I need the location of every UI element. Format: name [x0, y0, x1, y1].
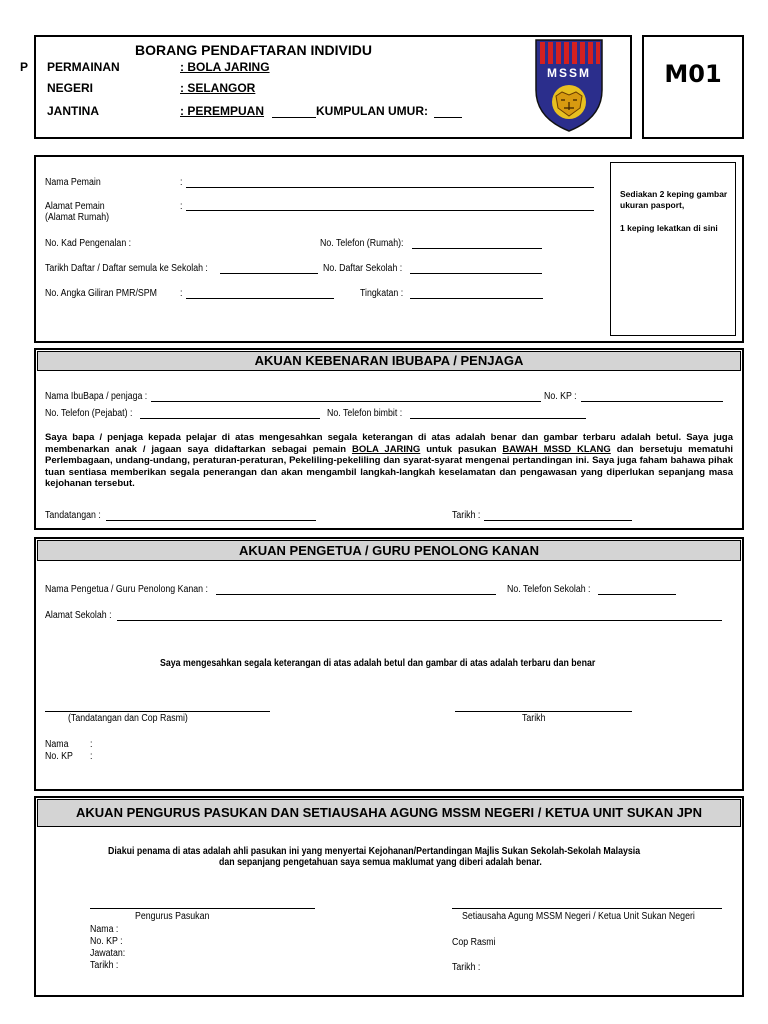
permainan-value: : BOLA JARING — [180, 60, 270, 74]
principal-nokp-row: No. KP — [45, 751, 73, 762]
principal-section-title: AKUAN PENGETUA / GURU PENOLONG KANAN — [37, 540, 741, 561]
manager-nama-row: Nama : — [90, 924, 119, 935]
declaration-squad: BAWAH MSSD KLANG — [502, 443, 611, 455]
principal-sign-line[interactable] — [45, 711, 270, 712]
telefon-bimbit-field[interactable] — [410, 418, 586, 419]
photo-note-2: 1 keping lekatkan di sini — [620, 223, 718, 233]
form-code: M01 — [664, 60, 722, 88]
negeri-value: : SELANGOR — [180, 81, 256, 95]
alamat-sekolah-field[interactable] — [117, 620, 722, 621]
manager-section-title: AKUAN PENGURUS PASUKAN DAN SETIAUSAHA AGUNG MSSM NEGERI / KETUA UNIT SUKAN JPN — [37, 799, 741, 827]
jantina-value: : PEREMPUAN — [180, 104, 265, 118]
principal-nama-row: Nama — [45, 739, 69, 750]
tandatangan-field[interactable] — [106, 520, 316, 521]
page-marker: P — [20, 60, 29, 74]
kumpulan-umur-line — [434, 117, 462, 118]
kumpulan-umur-label: KUMPULAN UMUR: — [316, 104, 428, 118]
parent-nokp-field[interactable] — [581, 401, 723, 402]
jantina-underline — [272, 117, 316, 118]
kad-pengenalan-label: No. Kad Pengenalan : — [45, 238, 132, 249]
nama-pemain-field[interactable] — [186, 187, 594, 188]
principal-sign-label: (Tandatangan dan Cop Rasmi) — [68, 713, 188, 724]
pengurus-label: Pengurus Pasukan — [135, 911, 210, 922]
alamat-pemain-colon: : — [180, 201, 183, 212]
parent-tarikh-field[interactable] — [484, 520, 632, 521]
nama-pemain-label: Nama Pemain — [45, 177, 101, 188]
nama-ibubapa-label: Nama IbuBapa / penjaga : — [45, 391, 148, 402]
nama-pemain-colon: : — [180, 177, 183, 188]
telefon-pejabat-field[interactable] — [140, 418, 320, 419]
setiausaha-label: Setiausaha Agung MSSM Negeri / Ketua Unit Sukan Negeri — [462, 911, 695, 922]
alamat-sekolah-label: Alamat Sekolah : — [45, 610, 112, 621]
principal-statement: Saya mengesahkan segala keterangan di atas adalah betul dan gambar di atas adalah terbaru dan benar — [160, 658, 596, 669]
principal-nokp-colon: : — [90, 751, 93, 762]
manager-statement-1: Diakui penama di atas adalah ahli pasukan ini yang menyertai Kejohanan/Pertandingan Majlis Sukan Sekolah-Sekolah Malaysia — [108, 846, 641, 857]
photo-note: Sediakan 2 keping gambar ukuran pasport, — [620, 189, 728, 210]
manager-jawatan-row: Jawatan: — [90, 948, 126, 959]
cop-rasmi-label: Cop Rasmi — [452, 937, 496, 948]
manager-tarikh-row: Tarikh : — [90, 960, 119, 971]
telefon-sekolah-label: No. Telefon Sekolah : — [507, 584, 591, 595]
permainan-label: PERMAINAN — [47, 60, 120, 74]
alamat-pemain-field[interactable] — [186, 210, 594, 211]
principal-nama-colon: : — [90, 739, 93, 750]
mssm-logo — [534, 38, 604, 133]
setiausaha-sign-line[interactable] — [452, 908, 722, 909]
tandatangan-label: Tandatangan : — [45, 510, 101, 521]
angka-giliran-field[interactable] — [186, 298, 334, 299]
manager-statement-2: dan sepanjang pengetahuan saya semua maklumat yang diberi adalah benar. — [219, 857, 542, 868]
alamat-pemain-label: Alamat Pemain — [45, 201, 105, 212]
telefon-sekolah-field[interactable] — [598, 594, 676, 595]
parent-nokp-label: No. KP : — [544, 391, 577, 402]
nama-ibubapa-field[interactable] — [151, 401, 541, 402]
parent-tarikh-label: Tarikh : — [452, 510, 481, 521]
pengurus-sign-line[interactable] — [90, 908, 315, 909]
telefon-rumah-label: No. Telefon (Rumah): — [320, 238, 404, 249]
form-title: BORANG PENDAFTARAN INDIVIDU — [135, 42, 372, 58]
manager-nokp-row: No. KP : — [90, 936, 123, 947]
angka-giliran-colon: : — [180, 288, 183, 299]
telefon-bimbit-label: No. Telefon bimbit : — [327, 408, 403, 419]
setiausaha-tarikh-row: Tarikh : — [452, 962, 481, 973]
principal-tarikh-line[interactable] — [455, 711, 632, 712]
alamat-rumah-sublabel: (Alamat Rumah) — [45, 212, 110, 223]
tingkatan-label: Tingkatan : — [360, 288, 404, 299]
tarikh-daftar-label: Tarikh Daftar / Daftar semula ke Sekolah : — [45, 263, 208, 274]
no-daftar-sekolah-label: No. Daftar Sekolah : — [323, 263, 403, 274]
parent-declaration: Saya bapa / penjaga kepada pelajar di atas mengesahkan segala keterangan di atas adalah benar dan gambar terbaru adalah betul. Saya juga membenarkan anak / jagaan saya didaftarkan sebagai pemain BOLA JARING untuk pasukan BAWAH MSSD KLANG dan bersetuju mematuhi Perlembagaan, undang-undang, peraturan-peraturan, Pekeliling-pekeliling dan syarat-syarat mengenai pertandingan ini. Saya juga faham bahawa pihak tuan sentiasa memberikan segala penerangan dan akan mengambil langkah-langkah keselamatan dan pengawasan yang diperlukan sepanjang masa kejohanan tersebut. — [45, 432, 734, 489]
no-daftar-sekolah-field[interactable] — [410, 273, 542, 274]
nama-pengetua-label: Nama Pengetua / Guru Penolong Kanan : — [45, 584, 208, 595]
tarikh-daftar-field[interactable] — [220, 273, 318, 274]
declaration-team: BOLA JARING — [351, 443, 421, 455]
tingkatan-field[interactable] — [410, 298, 543, 299]
jantina-label: JANTINA — [47, 104, 100, 118]
angka-giliran-label: No. Angka Giliran PMR/SPM — [45, 288, 157, 299]
nama-pengetua-field[interactable] — [216, 594, 496, 595]
principal-tarikh-label: Tarikh — [522, 713, 546, 724]
logo-text: MSSM — [547, 66, 591, 80]
negeri-label: NEGERI — [47, 81, 94, 95]
telefon-pejabat-label: No. Telefon (Pejabat) : — [45, 408, 133, 419]
parent-section-title: AKUAN KEBENARAN IBUBAPA / PENJAGA — [37, 351, 741, 371]
telefon-rumah-field[interactable] — [412, 248, 542, 249]
